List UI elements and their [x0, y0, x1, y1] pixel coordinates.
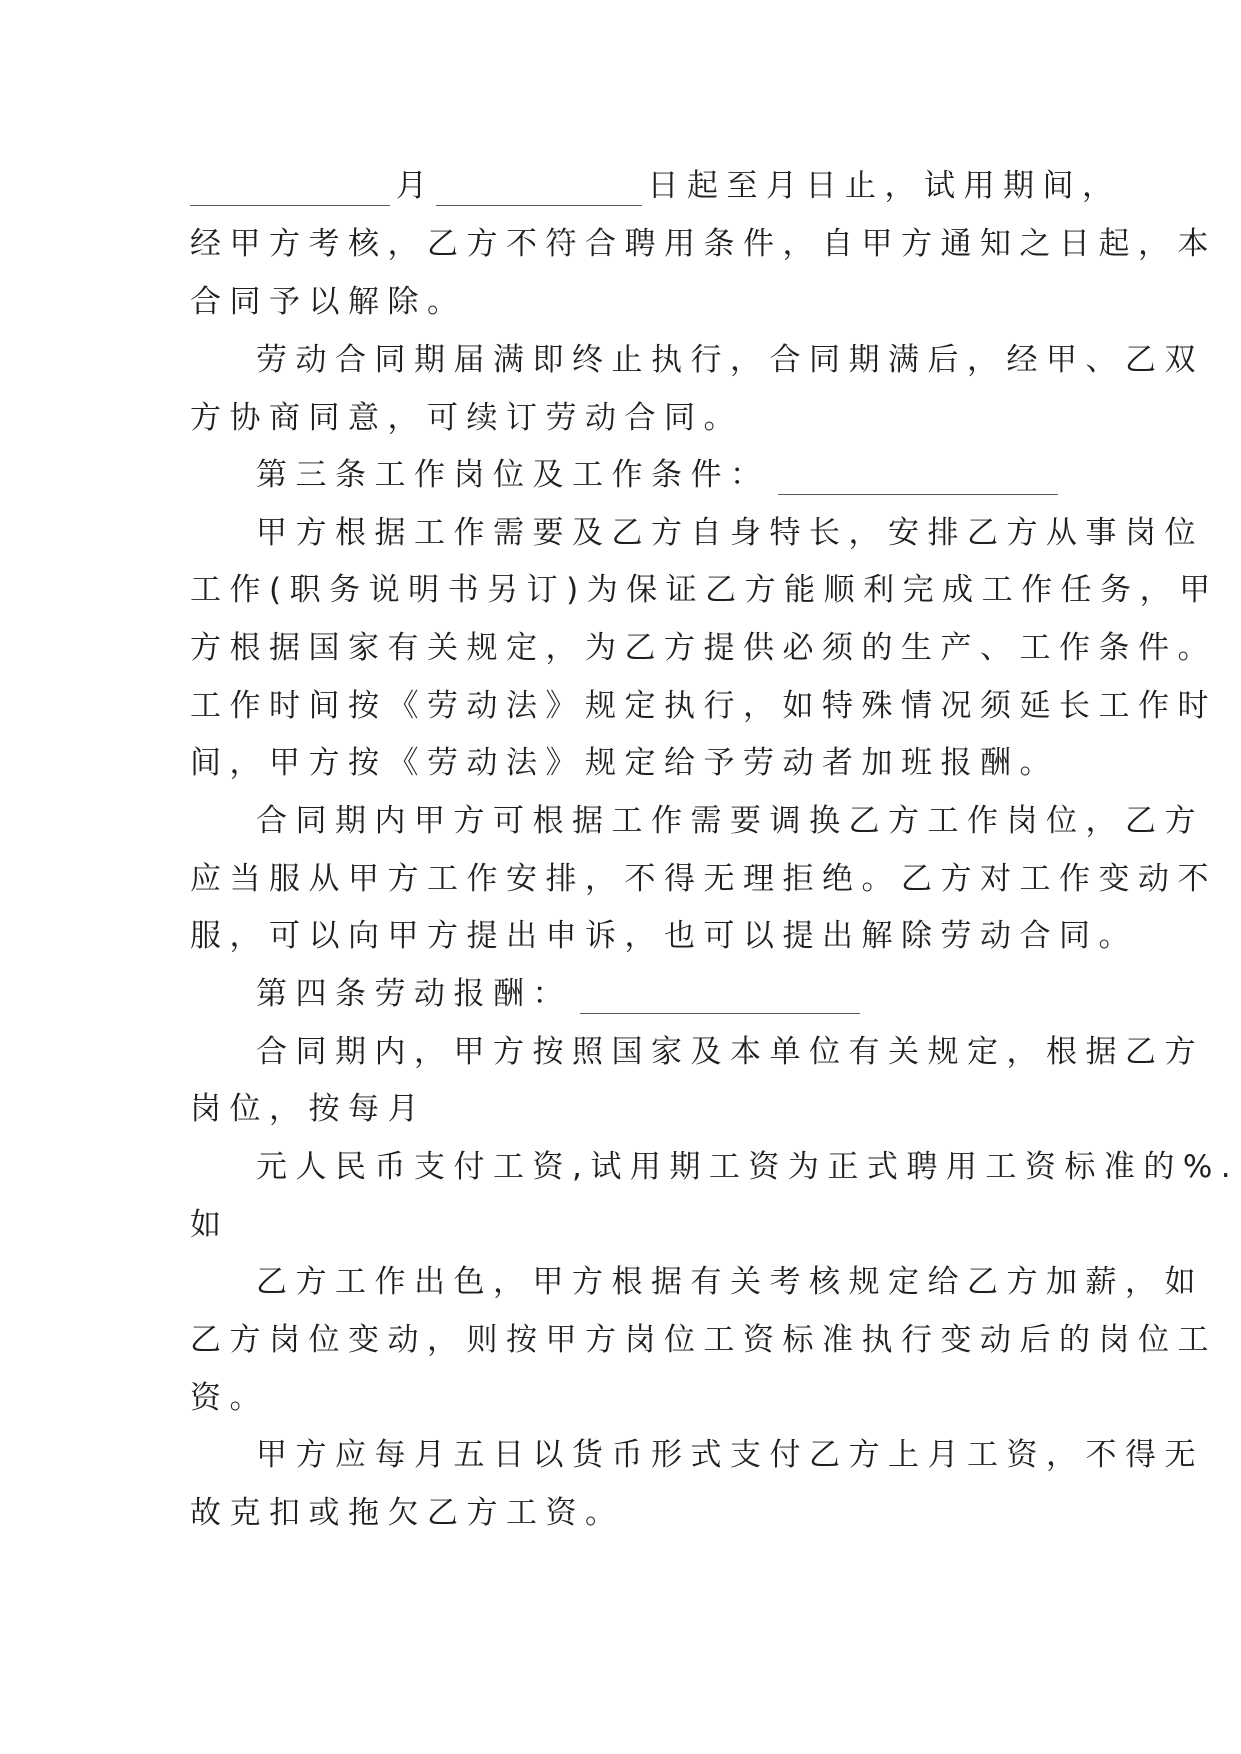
- text-line: 故克扣或拖欠乙方工资。: [190, 1495, 625, 1531]
- article-4-title: 第四条劳动报酬：: [256, 976, 572, 1012]
- text-line: 方协商同意，可续订劳动合同。: [190, 400, 743, 436]
- paragraph-start: 合同期内，甲方按照国家及本单位有关规定，根据乙方: [256, 1034, 1204, 1070]
- text-line: 资。: [190, 1380, 269, 1416]
- fill-blank: [580, 983, 860, 1014]
- text-line: 应当服从甲方工作安排，不得无理拒绝。乙方对工作变动不: [190, 861, 1217, 897]
- article-heading: [256, 974, 866, 1014]
- text-line: 服，可以向甲方提出申诉，也可以提出解除劳动合同。: [190, 918, 1138, 954]
- paragraph-start: 乙方工作出色，甲方根据有关考核规定给乙方加薪，如: [256, 1264, 1204, 1300]
- text-segment: 月: [396, 168, 436, 204]
- fill-blank: [190, 175, 390, 206]
- text-line: 方根据国家有关规定，为乙方提供必须的生产、工作条件。: [190, 630, 1217, 666]
- paragraph-start: 劳动合同期届满即终止执行，合同期满后，经甲、乙双: [256, 342, 1204, 378]
- text-line: 间，甲方按《劳动法》规定给予劳动者加班报酬。: [190, 745, 1059, 781]
- text-line: 工作时间按《劳动法》规定执行，如特殊情况须延长工作时: [190, 688, 1217, 724]
- text-line: 岗位，按每月: [190, 1091, 427, 1127]
- article-heading: [256, 455, 1064, 495]
- article-3-title: 第三条工作岗位及工作条件：: [256, 457, 770, 493]
- text-line: 乙方岗位变动，则按甲方岗位工资标准执行变动后的岗位工: [190, 1322, 1217, 1358]
- paragraph-start: 甲方根据工作需要及乙方自身特长，安排乙方从事岗位: [256, 515, 1204, 551]
- paragraph-start: 甲方应每月五日以货币形式支付乙方上月工资，不得无: [256, 1437, 1204, 1473]
- paragraph-start: 合同期内甲方可根据工作需要调换乙方工作岗位，乙方: [256, 803, 1204, 839]
- text-line: 合同予以解除。: [190, 284, 467, 320]
- paragraph-start: 元人民币支付工资,试用期工资为正式聘用工资标准的%.: [256, 1149, 1240, 1185]
- fill-blank: [778, 464, 1058, 495]
- text-line: 经甲方考核，乙方不符合聘用条件，自甲方通知之日起，本: [190, 226, 1217, 262]
- text-line: 如: [190, 1207, 230, 1243]
- fill-blank: [436, 175, 642, 206]
- text-line: 工作(职务说明书另订)为保证乙方能顺利完成工作任务，甲: [190, 572, 1219, 608]
- text-line: [190, 166, 1122, 206]
- text-segment: 日起至月日止，试用期间，: [647, 168, 1122, 204]
